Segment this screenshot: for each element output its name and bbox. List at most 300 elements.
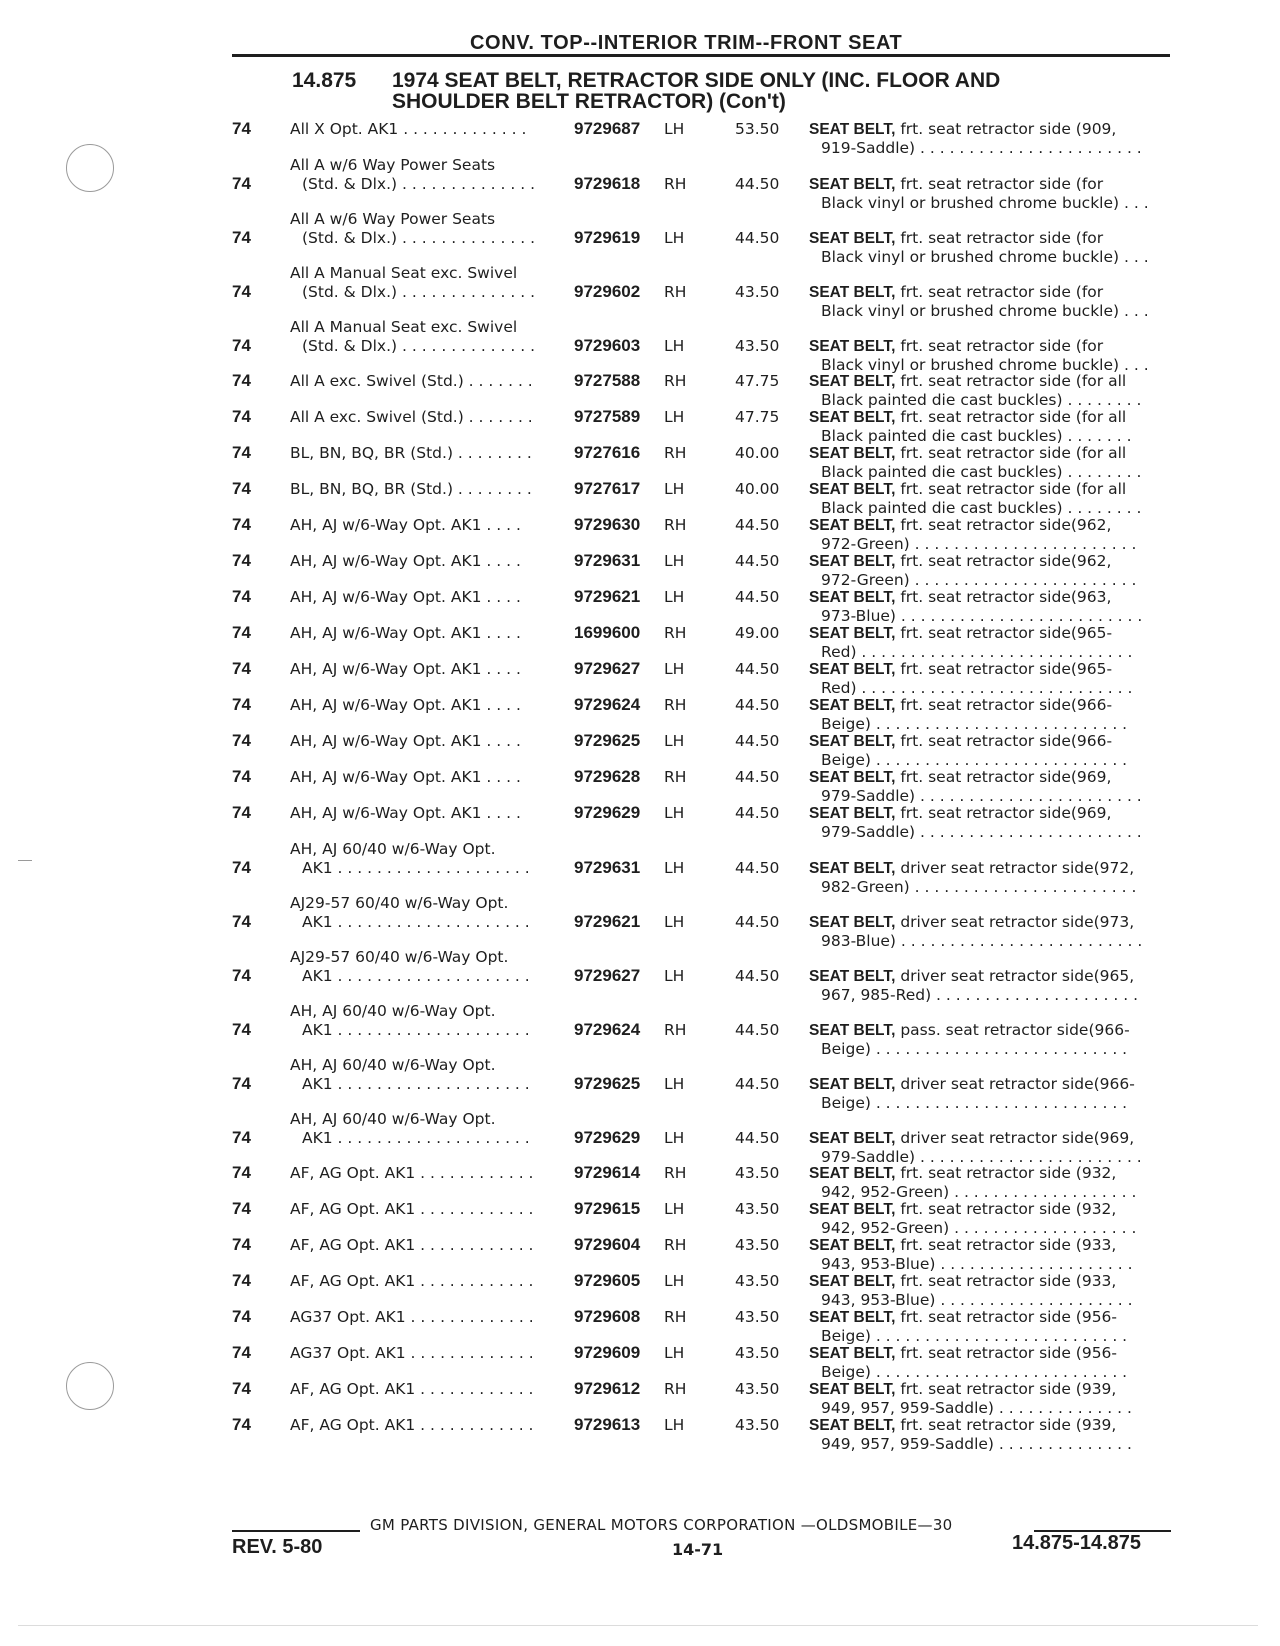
description-line-2: Black vinyl or brushed chrome buckle) . . . [821, 302, 1149, 320]
list-price: 53.50 [735, 120, 780, 138]
description-keyword: SEAT BELT, [809, 445, 896, 462]
model-year: 74 [232, 551, 251, 570]
description-keyword: SEAT BELT, [809, 1237, 896, 1254]
side-code: LH [664, 1272, 685, 1290]
part-description [809, 337, 1171, 375]
model-year: 74 [232, 336, 251, 355]
description-keyword: SEAT BELT, [809, 1022, 896, 1039]
part-description [809, 732, 1171, 770]
side-code: LH [664, 804, 685, 822]
description-text: frt. seat retractor side(969, [895, 804, 1112, 822]
model-application [290, 840, 550, 878]
punch-hole-mark [66, 144, 114, 192]
model-application-line-1: AF, AG Opt. AK1 . . . . . . . . . . . . [290, 1200, 534, 1218]
side-code: LH [664, 732, 685, 750]
description-line-1 [809, 120, 1171, 139]
model-application [290, 516, 550, 535]
side-code: LH [664, 1200, 685, 1218]
list-price: 43.50 [735, 283, 780, 301]
model-application [290, 444, 550, 463]
description-line-1 [809, 1272, 1171, 1291]
description-line-1 [809, 588, 1171, 607]
description-line-2: Red) . . . . . . . . . . . . . . . . . . . . . . . . . . . . [821, 643, 1133, 661]
description-keyword: SEAT BELT, [809, 1165, 896, 1182]
model-application [290, 120, 550, 139]
part-description [809, 1164, 1171, 1202]
model-application [290, 210, 550, 248]
model-year: 74 [232, 803, 251, 822]
table-row [0, 1344, 1280, 1380]
model-application-line-1: AH, AJ w/6-Way Opt. AK1 . . . . [290, 768, 521, 786]
side-code: LH [664, 408, 685, 426]
description-line-1 [809, 732, 1171, 751]
description-text: driver seat retractor side(965, [895, 967, 1135, 985]
description-text: frt. seat retractor side(966- [895, 696, 1113, 714]
description-keyword: SEAT BELT, [809, 121, 896, 138]
table-row [0, 948, 1280, 1002]
model-year: 74 [232, 1343, 251, 1362]
model-year: 74 [232, 912, 251, 931]
part-description [809, 768, 1171, 806]
table-row [0, 1002, 1280, 1056]
table-row [0, 1110, 1280, 1164]
model-application-line-1: AH, AJ w/6-Way Opt. AK1 . . . . [290, 588, 521, 606]
model-application [290, 480, 550, 499]
side-code: RH [664, 175, 687, 193]
model-year: 74 [232, 479, 251, 498]
description-keyword: SEAT BELT, [809, 860, 896, 877]
description-line-1 [809, 337, 1171, 356]
description-text: frt. seat retractor side(965- [895, 660, 1113, 678]
model-application [290, 948, 550, 986]
part-number: 9729624 [574, 1020, 641, 1039]
model-year: 74 [232, 623, 251, 642]
model-year: 74 [232, 858, 251, 877]
part-description [809, 967, 1171, 1005]
model-application [290, 1056, 550, 1094]
table-row [0, 804, 1280, 840]
part-number: 9729603 [574, 336, 641, 355]
table-row [0, 1164, 1280, 1200]
list-price: 44.50 [735, 175, 780, 193]
model-year: 74 [232, 174, 251, 193]
section-title-line-1: 1974 SEAT BELT, RETRACTOR SIDE ONLY (INC. FLOOR AND [392, 69, 1001, 92]
footer-rule-left [232, 1530, 360, 1532]
model-application [290, 1344, 550, 1363]
description-text: frt. seat retractor side(962, [895, 516, 1112, 534]
model-application [290, 264, 550, 302]
part-number: 1699600 [574, 623, 641, 642]
part-number: 9729618 [574, 174, 641, 193]
side-code: LH [664, 1344, 685, 1362]
model-application-line-1: All A w/6 Way Power Seats [290, 210, 496, 228]
part-number: 9729619 [574, 228, 641, 247]
description-line-1 [809, 283, 1171, 302]
model-application-line-1: AF, AG Opt. AK1 . . . . . . . . . . . . [290, 1164, 534, 1182]
description-keyword: SEAT BELT, [809, 733, 896, 750]
part-description [809, 516, 1171, 554]
model-application-line-2: (Std. & Dlx.) . . . . . . . . . . . . . . [302, 337, 536, 355]
model-application-line-2: AK1 . . . . . . . . . . . . . . . . . . . . [302, 859, 530, 877]
list-price: 43.50 [735, 1164, 780, 1182]
part-description [809, 552, 1171, 590]
description-line-2: Beige) . . . . . . . . . . . . . . . . . . . . . . . . . . [821, 715, 1128, 733]
model-year: 74 [232, 695, 251, 714]
description-line-1 [809, 967, 1171, 986]
list-price: 44.50 [735, 516, 780, 534]
list-price: 44.50 [735, 732, 780, 750]
table-row [0, 732, 1280, 768]
description-text: frt. seat retractor side (for all [895, 372, 1127, 390]
model-application [290, 1308, 550, 1327]
side-code: RH [664, 372, 687, 390]
scan-edge-mark [18, 1625, 1258, 1626]
description-line-2: 943, 953-Blue) . . . . . . . . . . . . . . . . . . . . [821, 1255, 1133, 1273]
part-description [809, 229, 1171, 267]
table-row [0, 1416, 1280, 1452]
part-number: 9729631 [574, 551, 641, 570]
model-application [290, 156, 550, 194]
description-line-2: Beige) . . . . . . . . . . . . . . . . . . . . . . . . . . [821, 1040, 1128, 1058]
model-year: 74 [232, 1415, 251, 1434]
part-number: 9729629 [574, 803, 641, 822]
model-year: 74 [232, 1379, 251, 1398]
model-application-line-1: AH, AJ w/6-Way Opt. AK1 . . . . [290, 732, 521, 750]
table-row [0, 552, 1280, 588]
description-line-1 [809, 372, 1171, 391]
table-row [0, 696, 1280, 732]
part-number: 9729625 [574, 1074, 641, 1093]
table-row [0, 1236, 1280, 1272]
part-description [809, 1416, 1171, 1454]
description-line-1 [809, 804, 1171, 823]
list-price: 44.50 [735, 696, 780, 714]
description-keyword: SEAT BELT, [809, 1130, 896, 1147]
description-keyword: SEAT BELT, [809, 968, 896, 985]
table-row [0, 1308, 1280, 1344]
table-row [0, 624, 1280, 660]
part-number: 9729687 [574, 119, 641, 138]
description-line-2: 979-Saddle) . . . . . . . . . . . . . . . . . . . . . . . [821, 1148, 1142, 1166]
model-application [290, 408, 550, 427]
description-line-1 [809, 408, 1171, 427]
description-keyword: SEAT BELT, [809, 176, 896, 193]
model-application-line-1: All A exc. Swivel (Std.) . . . . . . . [290, 372, 533, 390]
description-text: frt. seat retractor side (909, [895, 120, 1117, 138]
description-text: frt. seat retractor side (for [895, 283, 1104, 301]
part-description [809, 120, 1171, 158]
part-description [809, 1236, 1171, 1274]
description-line-2: Beige) . . . . . . . . . . . . . . . . . . . . . . . . . . [821, 1094, 1128, 1112]
description-keyword: SEAT BELT, [809, 625, 896, 642]
model-application-line-2: AK1 . . . . . . . . . . . . . . . . . . . . [302, 913, 530, 931]
description-line-2: 972-Green) . . . . . . . . . . . . . . . . . . . . . . . [821, 535, 1137, 553]
model-application [290, 1380, 550, 1399]
side-code: LH [664, 859, 685, 877]
model-application [290, 552, 550, 571]
side-code: RH [664, 1021, 687, 1039]
punch-hole-mark [66, 1362, 114, 1410]
model-application-line-1: AF, AG Opt. AK1 . . . . . . . . . . . . [290, 1272, 534, 1290]
side-code: RH [664, 624, 687, 642]
part-description [809, 1075, 1171, 1113]
list-price: 49.00 [735, 624, 780, 642]
model-application-line-1: All A w/6 Way Power Seats [290, 156, 496, 174]
table-row [0, 1200, 1280, 1236]
description-line-2: Beige) . . . . . . . . . . . . . . . . . . . . . . . . . . [821, 1327, 1128, 1345]
list-price: 43.50 [735, 1416, 780, 1434]
side-code: RH [664, 1164, 687, 1182]
description-keyword: SEAT BELT, [809, 769, 896, 786]
table-row [0, 588, 1280, 624]
side-code: LH [664, 660, 685, 678]
description-keyword: SEAT BELT, [809, 697, 896, 714]
description-text: frt. seat retractor side (for all [895, 408, 1127, 426]
model-application-line-1: AF, AG Opt. AK1 . . . . . . . . . . . . [290, 1416, 534, 1434]
part-number: 9729631 [574, 858, 641, 877]
description-keyword: SEAT BELT, [809, 1309, 896, 1326]
model-application-line-1: AG37 Opt. AK1 . . . . . . . . . . . . . [290, 1344, 534, 1362]
table-row [0, 210, 1280, 264]
description-line-2: Black vinyl or brushed chrome buckle) . . . [821, 194, 1149, 212]
model-year: 74 [232, 731, 251, 750]
description-line-1 [809, 660, 1171, 679]
part-number: 9729614 [574, 1163, 641, 1182]
description-text: driver seat retractor side(969, [895, 1129, 1135, 1147]
table-row [0, 408, 1280, 444]
model-application-line-1: AH, AJ w/6-Way Opt. AK1 . . . . [290, 804, 521, 822]
part-number: 9729602 [574, 282, 641, 301]
model-year: 74 [232, 443, 251, 462]
description-line-2: 919-Saddle) . . . . . . . . . . . . . . . . . . . . . . . [821, 139, 1142, 157]
description-line-1 [809, 1129, 1171, 1148]
table-row [0, 156, 1280, 210]
model-year: 74 [232, 1199, 251, 1218]
description-line-2: 972-Green) . . . . . . . . . . . . . . . . . . . . . . . [821, 571, 1137, 589]
side-code: LH [664, 588, 685, 606]
part-description [809, 480, 1171, 518]
description-text: pass. seat retractor side(966- [895, 1021, 1130, 1039]
list-price: 43.50 [735, 337, 780, 355]
list-price: 44.50 [735, 588, 780, 606]
model-application-line-1: AH, AJ w/6-Way Opt. AK1 . . . . [290, 624, 521, 642]
list-price: 44.50 [735, 229, 780, 247]
model-application [290, 1200, 550, 1219]
part-number: 9729630 [574, 515, 641, 534]
description-line-1 [809, 913, 1171, 932]
description-line-1 [809, 1416, 1171, 1435]
model-application [290, 804, 550, 823]
description-text: frt. seat retractor side (932, [895, 1164, 1117, 1182]
description-text: frt. seat retractor side(966- [895, 732, 1113, 750]
model-year: 74 [232, 966, 251, 985]
table-row [0, 894, 1280, 948]
model-application-line-2: (Std. & Dlx.) . . . . . . . . . . . . . . [302, 175, 536, 193]
model-year: 74 [232, 1163, 251, 1182]
model-year: 74 [232, 1074, 251, 1093]
description-keyword: SEAT BELT, [809, 1345, 896, 1362]
model-application [290, 588, 550, 607]
part-number: 9729625 [574, 731, 641, 750]
model-application-line-1: All X Opt. AK1 . . . . . . . . . . . . . [290, 120, 527, 138]
model-application-line-1: All A exc. Swivel (Std.) . . . . . . . [290, 408, 533, 426]
description-line-2: 979-Saddle) . . . . . . . . . . . . . . . . . . . . . . . [821, 823, 1142, 841]
description-line-1 [809, 1236, 1171, 1255]
description-text: frt. seat retractor side (for [895, 337, 1104, 355]
table-row [0, 120, 1280, 156]
side-code: LH [664, 913, 685, 931]
description-keyword: SEAT BELT, [809, 805, 896, 822]
list-price: 43.50 [735, 1236, 780, 1254]
model-application-line-1: AH, AJ w/6-Way Opt. AK1 . . . . [290, 552, 521, 570]
model-application-line-1: BL, BN, BQ, BR (Std.) . . . . . . . . [290, 480, 532, 498]
description-line-2: 942, 952-Green) . . . . . . . . . . . . . . . . . . . [821, 1183, 1137, 1201]
description-line-1 [809, 444, 1171, 463]
model-year: 74 [232, 282, 251, 301]
table-row [0, 372, 1280, 408]
description-line-2: Black vinyl or brushed chrome buckle) . . . [821, 356, 1149, 374]
description-keyword: SEAT BELT, [809, 517, 896, 534]
section-number: 14.875 [292, 69, 357, 92]
model-year: 74 [232, 587, 251, 606]
model-application-line-1: AH, AJ 60/40 w/6-Way Opt. [290, 1110, 496, 1128]
part-description [809, 408, 1171, 446]
description-line-1 [809, 624, 1171, 643]
list-price: 43.50 [735, 1272, 780, 1290]
header-rule [232, 54, 1170, 57]
description-text: frt. seat retractor side(969, [895, 768, 1112, 786]
page-running-head: CONV. TOP--INTERIOR TRIM--FRONT SEAT [470, 32, 903, 54]
model-application [290, 1236, 550, 1255]
side-code: LH [664, 120, 685, 138]
part-description [809, 1344, 1171, 1382]
description-text: frt. seat retractor side (956- [895, 1344, 1118, 1362]
description-keyword: SEAT BELT, [809, 481, 896, 498]
description-line-1 [809, 768, 1171, 787]
description-line-2: Black painted die cast buckles) . . . . . . . . [821, 391, 1142, 409]
description-text: frt. seat retractor side (for [895, 229, 1104, 247]
part-number: 9729605 [574, 1271, 641, 1290]
model-application [290, 894, 550, 932]
list-price: 47.75 [735, 372, 780, 390]
model-year: 74 [232, 1235, 251, 1254]
model-application-line-1: All A Manual Seat exc. Swivel [290, 264, 518, 282]
list-price: 44.50 [735, 967, 780, 985]
side-code: LH [664, 337, 685, 355]
model-application-line-1: AJ29-57 60/40 w/6-Way Opt. [290, 894, 509, 912]
description-text: frt. seat retractor side (932, [895, 1200, 1117, 1218]
list-price: 47.75 [735, 408, 780, 426]
model-year: 74 [232, 1307, 251, 1326]
footer-section-range: 14.875-14.875 [1012, 1532, 1142, 1554]
part-number: 9727589 [574, 407, 641, 426]
list-price: 44.50 [735, 913, 780, 931]
model-application [290, 768, 550, 787]
part-number: 9729609 [574, 1343, 641, 1362]
model-application [290, 1110, 550, 1148]
model-application [290, 732, 550, 751]
description-keyword: SEAT BELT, [809, 914, 896, 931]
part-number: 9729629 [574, 1128, 641, 1147]
description-text: frt. seat retractor side(965- [895, 624, 1113, 642]
description-text: frt. seat retractor side (for all [895, 480, 1127, 498]
footer-page-number: 14-71 [672, 1540, 724, 1559]
model-year: 74 [232, 407, 251, 426]
table-row [0, 444, 1280, 480]
table-row [0, 660, 1280, 696]
list-price: 44.50 [735, 1129, 780, 1147]
side-code: LH [664, 1075, 685, 1093]
part-number: 9729612 [574, 1379, 641, 1398]
description-line-1 [809, 1344, 1171, 1363]
description-keyword: SEAT BELT, [809, 338, 896, 355]
model-application [290, 1272, 550, 1291]
description-line-1 [809, 229, 1171, 248]
part-description [809, 283, 1171, 321]
table-row [0, 480, 1280, 516]
description-line-2: 979-Saddle) . . . . . . . . . . . . . . . . . . . . . . . [821, 787, 1142, 805]
part-number: 9729621 [574, 587, 641, 606]
model-year: 74 [232, 119, 251, 138]
description-keyword: SEAT BELT, [809, 1381, 896, 1398]
description-keyword: SEAT BELT, [809, 661, 896, 678]
description-text: driver seat retractor side(972, [895, 859, 1135, 877]
part-number: 9729621 [574, 912, 641, 931]
part-number: 9729624 [574, 695, 641, 714]
part-number: 9729604 [574, 1235, 641, 1254]
description-text: frt. seat retractor side (933, [895, 1236, 1117, 1254]
model-year: 74 [232, 1020, 251, 1039]
table-row [0, 840, 1280, 894]
model-application-line-1: AH, AJ w/6-Way Opt. AK1 . . . . [290, 516, 521, 534]
side-code: LH [664, 1129, 685, 1147]
model-application [290, 1002, 550, 1040]
model-application-line-2: (Std. & Dlx.) . . . . . . . . . . . . . . [302, 283, 536, 301]
part-description [809, 444, 1171, 482]
part-description [809, 1308, 1171, 1346]
model-year: 74 [232, 1271, 251, 1290]
description-line-1 [809, 696, 1171, 715]
model-application-line-2: (Std. & Dlx.) . . . . . . . . . . . . . . [302, 229, 536, 247]
part-description [809, 624, 1171, 662]
model-application-line-1: AJ29-57 60/40 w/6-Way Opt. [290, 948, 509, 966]
part-description [809, 859, 1171, 897]
description-text: frt. seat retractor side(963, [895, 588, 1112, 606]
part-description [809, 588, 1171, 626]
part-description [809, 1129, 1171, 1167]
part-number: 9729615 [574, 1199, 641, 1218]
description-keyword: SEAT BELT, [809, 1201, 896, 1218]
side-code: RH [664, 283, 687, 301]
table-row [0, 1272, 1280, 1308]
description-line-2: Red) . . . . . . . . . . . . . . . . . . . . . . . . . . . . [821, 679, 1133, 697]
description-keyword: SEAT BELT, [809, 230, 896, 247]
side-code: RH [664, 444, 687, 462]
model-application [290, 1164, 550, 1183]
description-text: driver seat retractor side(966- [895, 1075, 1135, 1093]
part-description [809, 660, 1171, 698]
table-row [0, 318, 1280, 372]
side-code: RH [664, 768, 687, 786]
description-line-1 [809, 1021, 1171, 1040]
list-price: 44.50 [735, 1075, 780, 1093]
model-application-line-1: AF, AG Opt. AK1 . . . . . . . . . . . . [290, 1380, 534, 1398]
model-year: 74 [232, 767, 251, 786]
description-line-1 [809, 175, 1171, 194]
side-code: RH [664, 696, 687, 714]
description-line-1 [809, 516, 1171, 535]
footer-publisher: GM PARTS DIVISION, GENERAL MOTORS CORPORATION —OLDSMOBILE—30 [370, 1516, 953, 1534]
